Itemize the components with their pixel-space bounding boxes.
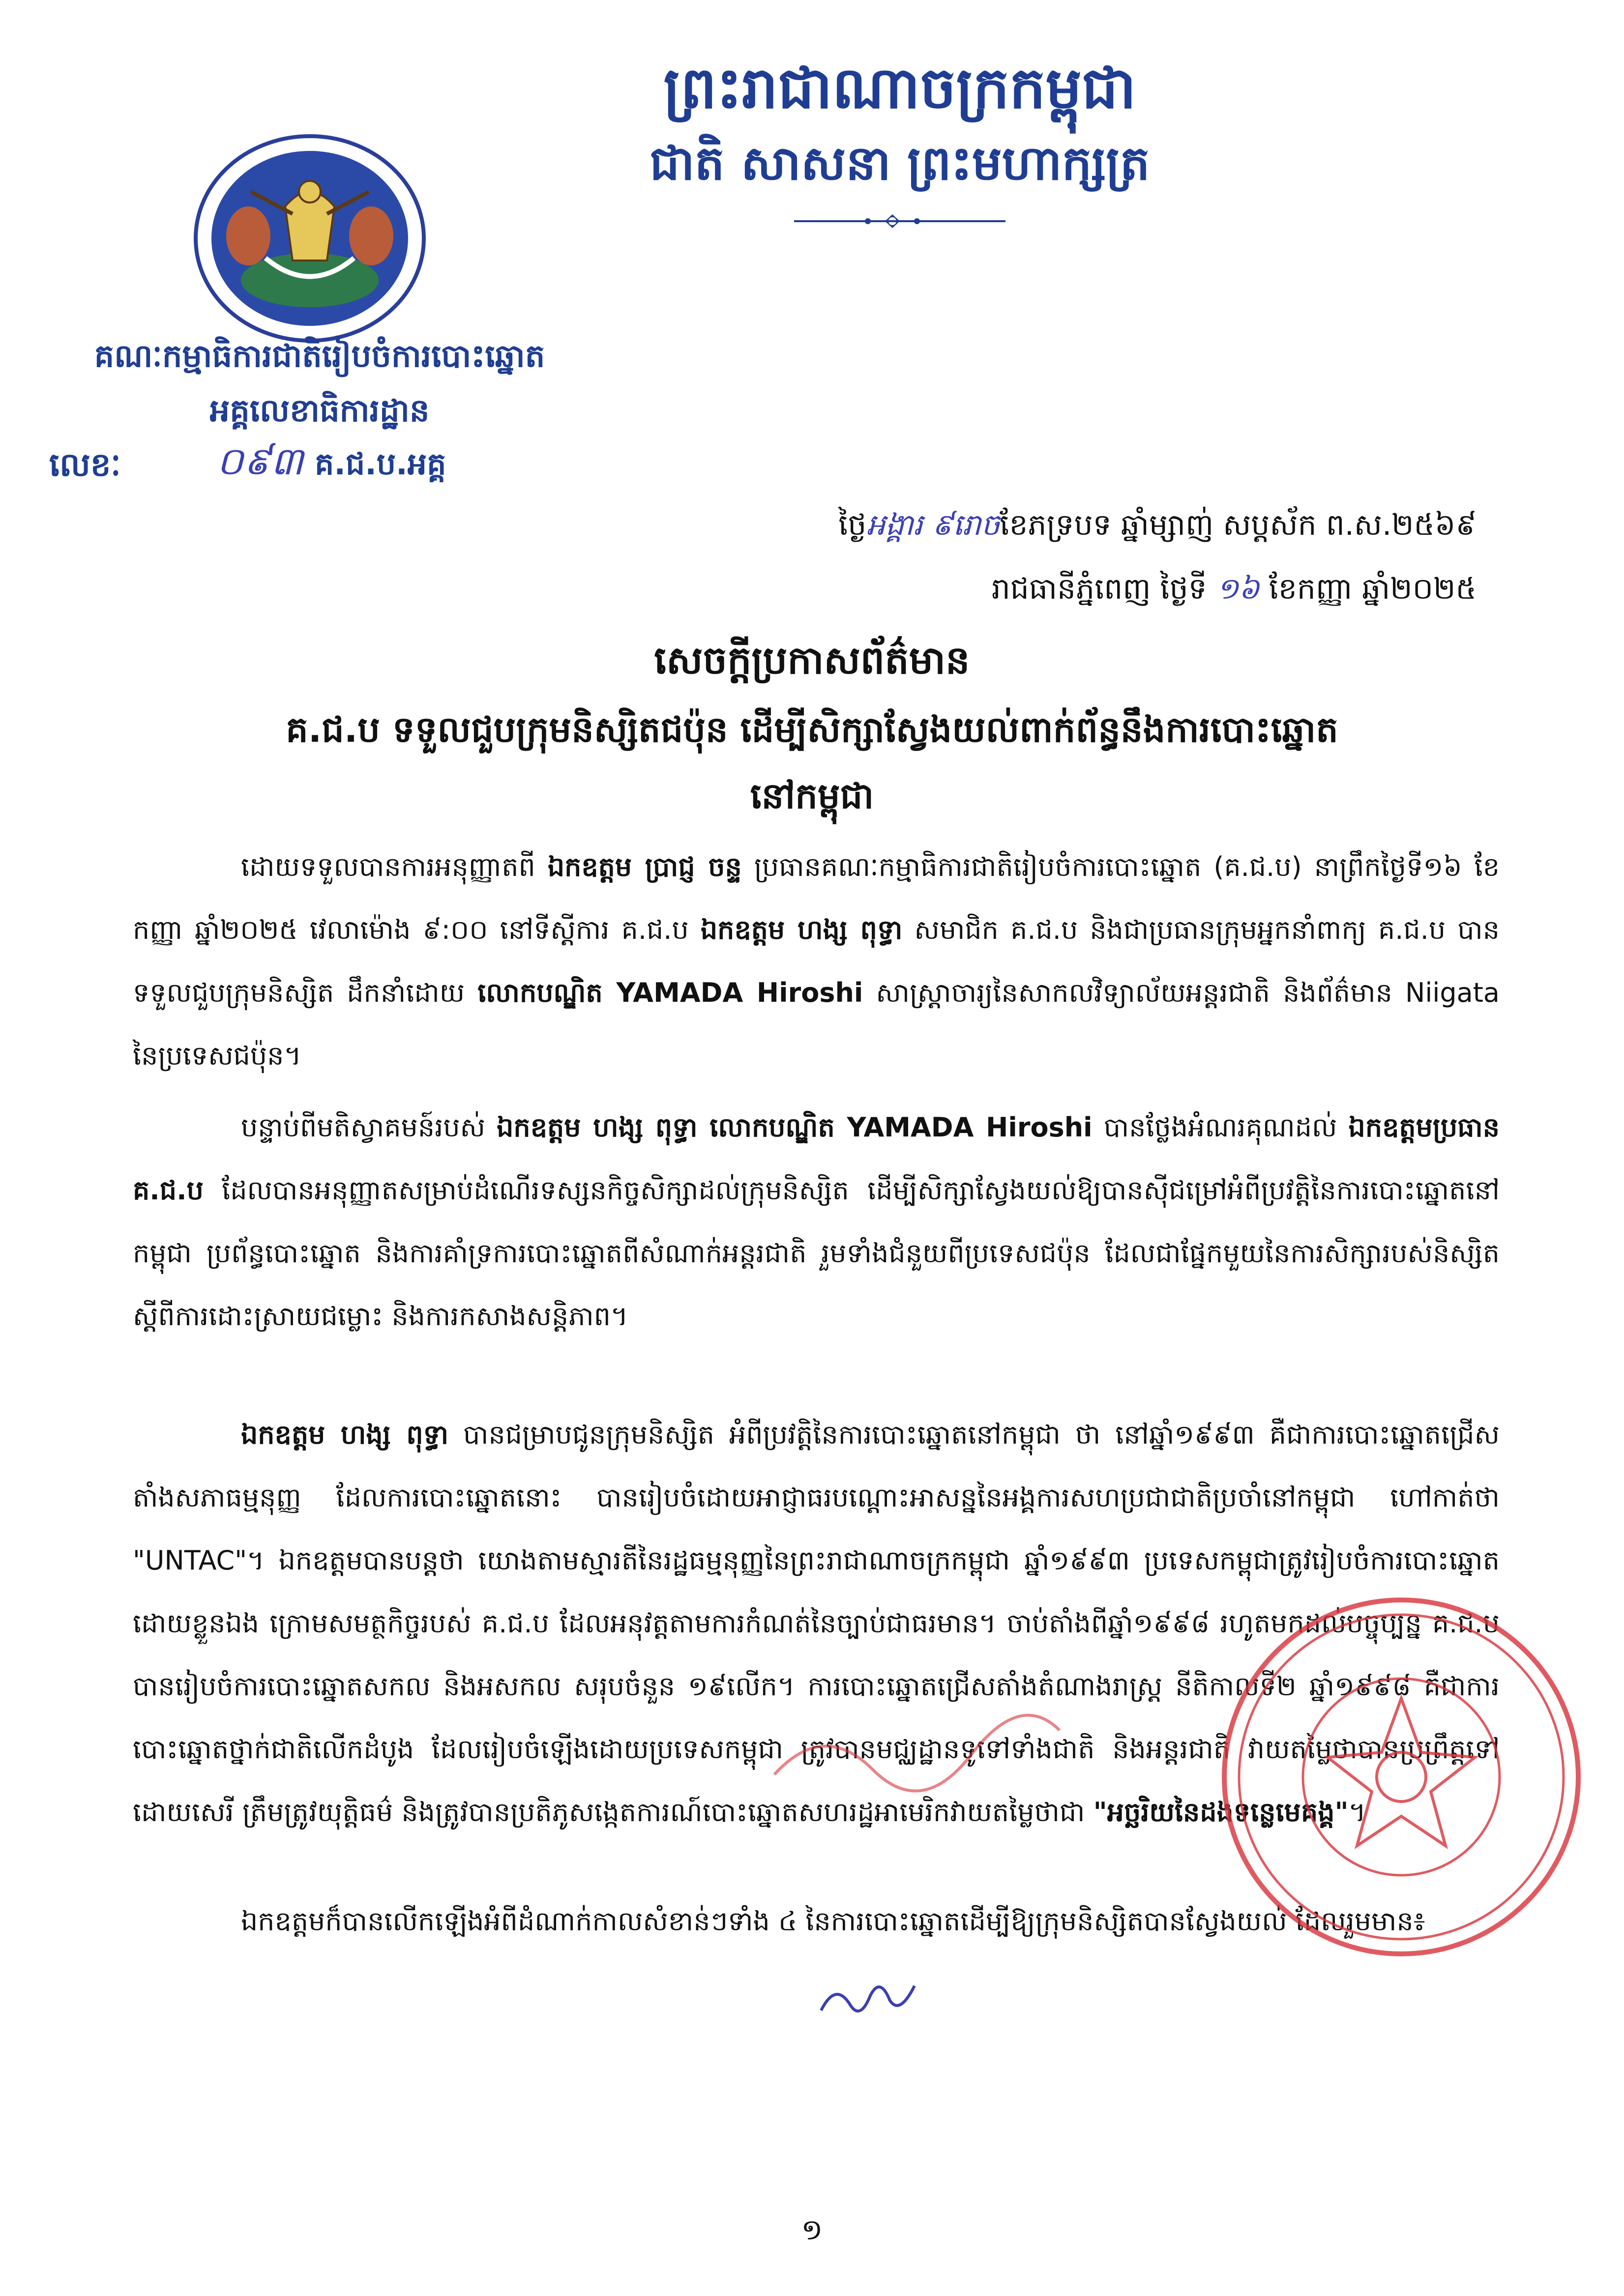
p1-text-a: ដោយទទួលបានការអនុញ្ញាតពី [241, 851, 548, 882]
national-motto: ជាតិ សាសនា ព្រះមហាក្សត្រ [650, 136, 1150, 191]
p2-text-a: បន្ទាប់ពីមតិស្វាគមន៍របស់ [241, 1112, 497, 1143]
ornament-divider-icon [794, 211, 1005, 231]
p2-text-e: ដែលបានអនុញ្ញាតសម្រាប់ដំណើរទស្សនកិច្ចសិក្សាដល់ក្រុមនិស្សិត ដើម្បីសិក្សាស្វែងយល់ឱ្យបានស៊ីជម្រៅអំពីប្រវត្តិនៃការបោះឆ្នោតនៅកម្ពុជា ប្រព័ន្ធបោះឆ្នោត និងការគាំទ្រការបោះឆ្នោតពីសំណាក់អន្តរជាតិ រួមទាំងជំនួយពីប្រទេសជប៉ុន ដែលជាផ្នែកមួយនៃការសិក្សារបស់និស្សិតស្តីពីការដោះស្រាយជម្លោះ និងការកសាងសន្តិភាព។ [133, 1175, 1500, 1332]
p1-text-e: សមាជិក គ.ជ.ប និងជាប្រធានក្រុមអ្នកនាំពាក្យ គ.ជ.ប បានទទួលជួបក្រុមនិស្សិត ដឹកនាំដោយ [133, 914, 1500, 1008]
kingdom-title: ព្រះរាជាណាចក្រកម្ពុជា [663, 55, 1136, 121]
page-number: ១ [801, 2213, 823, 2246]
p4-text: ឯកឧត្តមក៏បានលើកឡើងអំពីដំណាក់កាលសំខាន់ៗទាំង ៤ នៃការបោះឆ្នោតដើម្បីឱ្យក្រុមនិស្សិតបានស្វែងយល់ ដែលរួមមាន៖ [241, 1906, 1425, 1937]
p1-text-c: ប្រធានគណៈកម្មាធិការជាតិរៀបចំការបោះឆ្នោត (គ.ជ.ប) នាព្រឹកថ្ងៃទី១៦ ខែកញ្ញា ឆ្នាំ២០២៥ វេលាម៉ោង ៩:០០ នៅទីស្តីការ គ.ជ.ប [133, 851, 1500, 945]
reference-number: ០៩៣ [216, 439, 304, 484]
document-subtitle: គ.ជ.ប ទទួលជួបក្រុមនិស្សិតជប៉ុន ដើម្បីសិក្សាស្វែងយល់ពាក់ព័ន្ធនឹងការបោះឆ្នោត [286, 709, 1338, 750]
reference-suffix: គ.ជ.ប.អគ្គ [315, 446, 446, 482]
lunar-date-rest: ខែភទ្របទ ឆ្នាំម្សាញ់ សប្តស័ក ព.ស.២៥៦៩ [1000, 508, 1476, 542]
nec-emblem-logo [192, 133, 428, 344]
official-seal-icon [1214, 1590, 1588, 1964]
department-name: អគ្គលេខាធិការដ្ឋាន [209, 393, 430, 429]
lunar-date-handwritten: អង្គារ ៩រោច [866, 508, 1000, 542]
lunar-date-line [838, 506, 1476, 550]
p3-text-b: បានជម្រាបជូនក្រុមនិស្សិត អំពីប្រវត្តិនៃការបោះឆ្នោតនៅកម្ពុជា ថា នៅឆ្នាំ១៩៩៣ គឺជាការបោះឆ្នោតជ្រើសតាំងសភាធម្មនុញ្ញ ដែលការបោះឆ្នោតនោះ បានរៀបចំដោយអាជ្ញាធរបណ្តោះអាសន្ននៃអង្គការសហប្រជាជាតិប្រចាំនៅកម្ពុជា ហៅកាត់ថា "UNTAC"។ ឯកឧត្តមបានបន្តថា យោងតាមស្មារតីនៃរដ្ឋធម្មនុញ្ញនៃព្រះរាជាណាចក្រកម្ពុជា ឆ្នាំ១៩៩៣ ប្រទេសកម្ពុជាត្រូវរៀបចំការបោះឆ្នោតដោយខ្លួនឯង ក្រោមសមត្ថកិច្ចរបស់ គ.ជ.ប ដែលអនុវត្តតាមការកំណត់នៃច្បាប់ជាធរមាន។ ចាប់តាំងពីឆ្នាំ១៩៩៨ រហូតមកដល់បច្ចុប្បន្ន គ.ជ.ប បានរៀបចំការបោះឆ្នោតសកល និងអសកល សរុបចំនួន ១៩លើក។ ការបោះឆ្នោតជ្រើសតាំងតំណាងរាស្ត្រ នីតិកាលទី២ ឆ្នាំ១៩៩៨ គឺជាការបោះឆ្នោតថ្នាក់ជាតិលើកដំបូង ដែលរៀបចំឡើងដោយប្រទេសកម្ពុជា ត្រូវបានមជ្ឈដ្ឋានទូទៅទាំងជាតិ និងអន្តរជាតិ វាយតម្លៃថាបានប្រព្រឹត្តទៅដោយសេរី ត្រឹមត្រូវយុត្តិធម៌ និងត្រូវបានប្រតិភូសង្កេតការណ៍បោះឆ្នោតសហរដ្ឋអាមេរិកវាយតម្លៃថាជា [133, 1419, 1500, 1828]
p1-text-g: សាស្ត្រាចារ្យនៃសាកលវិទ្យាល័យអន្តរជាតិ និងព័ត៌មាន Niigata នៃប្រទេសជប៉ុន។ [133, 977, 1500, 1071]
day-handwritten: ១៦ [1216, 572, 1260, 606]
p3-bold-quote: "អច្ឆរិយនៃដងទន្លេមេគង្គ" [1093, 1797, 1349, 1828]
p3-bold-member: ឯកឧត្តម ហង្ស ពុទ្ធា [241, 1419, 449, 1450]
p1-bold-member: ឯកឧត្តម ហង្ស ពុទ្ធា [700, 914, 903, 945]
organization-name: គណៈកម្មាធិការជាតិរៀបចំការបោះឆ្នោត [94, 338, 545, 375]
signature-scribble-icon [765, 1701, 1069, 1809]
city-date-prefix: រាជធានីភ្នំពេញ ថ្ងៃទី [991, 572, 1207, 606]
paragraph-2 [133, 1096, 1500, 1348]
month-year: ខែកញ្ញា ឆ្នាំ២០២៥ [1269, 572, 1476, 606]
p1-bold-professor: លោកបណ្ឌិត YAMADA Hiroshi [477, 977, 863, 1008]
p3-text-d: ។ [1348, 1797, 1366, 1828]
lunar-date-prefix: ថ្ងៃ [838, 508, 867, 542]
p2-bold-names: ឯកឧត្តម ហង្ស ពុទ្ធា លោកបណ្ឌិត YAMADA Hiroshi [497, 1112, 1093, 1143]
paragraph-1 [133, 836, 1500, 1087]
document-title: សេចក្តីប្រកាសព័ត៌មាន [654, 639, 970, 683]
gregorian-date-line [992, 570, 1476, 613]
handwritten-initial-icon [816, 1966, 934, 2030]
p2-bold-president: ឯកឧត្តមប្រធាន គ.ជ.ប [133, 1112, 1500, 1206]
p2-text-c: បានថ្លែងអំណរគុណដល់ [1092, 1112, 1349, 1143]
reference-label: លេខៈ [49, 446, 121, 484]
p1-bold-president: ឯកឧត្តម ប្រាជ្ញ ចន្ទ [547, 851, 742, 882]
document-subtitle-cont: នៅកម្ពុជា [750, 775, 874, 816]
